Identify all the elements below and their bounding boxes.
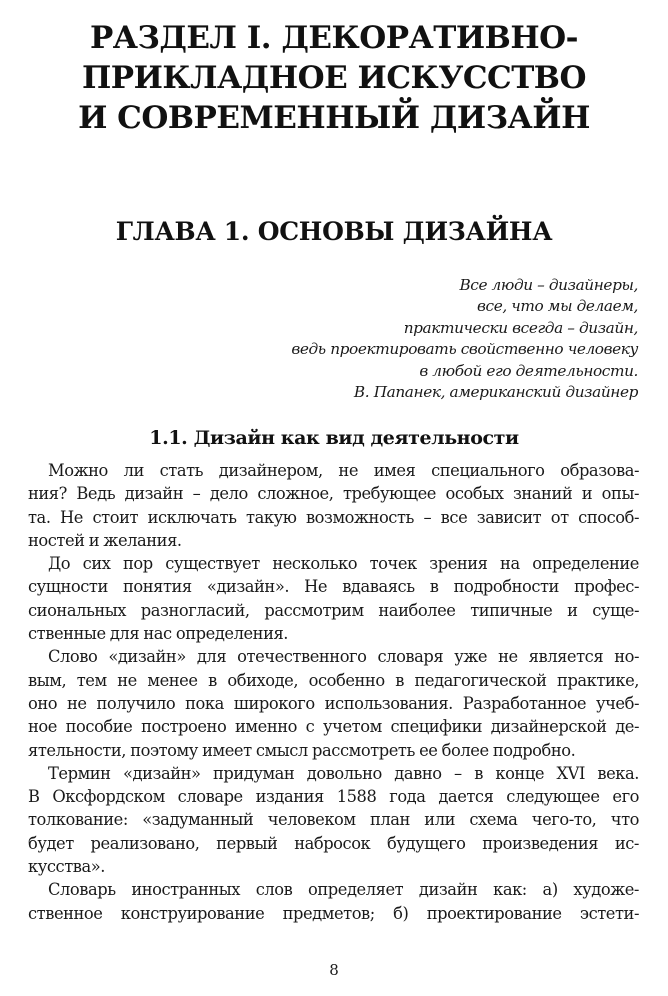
section-title-line: ПРИКЛАДНОЕ ИСКУССТВО	[82, 60, 586, 96]
page-number: 8	[329, 961, 339, 979]
subsection-title: 1.1. Дизайн как вид деятельности	[149, 427, 519, 449]
section-title	[40, 18, 628, 138]
epigraph-line: ведь проектировать свойственно человеку	[291, 340, 638, 359]
text-line: В Оксфордском словаре издания 1588 года дается следующее его	[28, 787, 639, 807]
text-line: оно не получило пока широкого использования. Разработанное учеб-	[28, 693, 639, 713]
section-title-line: РАЗДЕЛ I. ДЕКОРАТИВНО-	[89, 20, 579, 56]
section-title-line: И СОВРЕМЕННЫЙ ДИЗАЙН	[78, 100, 590, 136]
text-line: ственное конструирование предметов; б) проектирование эстети-	[28, 903, 639, 923]
text-line: ятельности, поэтому имеет смысл рассмотреть ее более подробно.	[28, 740, 576, 760]
text-line: ное пособие построено именно с учетом специфики дизайнерской де-	[28, 717, 639, 737]
chapter-title: ГЛАВА 1. ОСНОВЫ ДИЗАЙНА	[115, 217, 553, 246]
text-line: сиональных разногласий, рассмотрим наиболее типичные и суще-	[28, 600, 639, 620]
text-line: будет реализовано, первый набросок будущего произведения ис-	[28, 833, 639, 853]
text-line: та. Не стоит исключать такую возможность – все зависит от способ-	[28, 507, 639, 527]
text-line: Слово «дизайн» для отечественного словаря уже не является но-	[48, 647, 639, 667]
text-line: сущности понятия «дизайн». Не вдаваясь в подробности профес-	[28, 577, 639, 597]
epigraph-attribution: В. Папанек, американский дизайнер	[353, 383, 638, 402]
text-line: До сих пор существует несколько точек зрения на определение	[48, 554, 639, 574]
text-line: Словарь иностранных слов определяет дизайн как: а) художе-	[48, 880, 639, 900]
text-line: Термин «дизайн» придуман довольно давно – в конце XVI века.	[48, 763, 639, 783]
text-line: толкование: «задуманный человеком план или схема чего-то, что	[28, 810, 639, 830]
text-line: ностей и желания.	[28, 530, 182, 550]
text-line: Можно ли стать дизайнером, не имея специального образова-	[48, 461, 639, 480]
epigraph-line: Все люди – дизайнеры,	[459, 276, 638, 294]
text-line: кусства».	[28, 857, 105, 877]
text-line: ственные для нас определения.	[28, 624, 289, 644]
epigraph-line: в любой его деятельности.	[419, 361, 638, 380]
epigraph-line: практически всегда – дизайн,	[403, 318, 638, 337]
text-line: ния? Ведь дизайн – дело сложное, требующее особых знаний и опы-	[28, 484, 639, 504]
epigraph	[218, 275, 638, 403]
body-text	[28, 459, 639, 925]
epigraph-line: все, что мы делаем,	[477, 297, 638, 316]
text-line: вым, тем не менее в обиходе, особенно в педагогической практике,	[28, 670, 639, 690]
